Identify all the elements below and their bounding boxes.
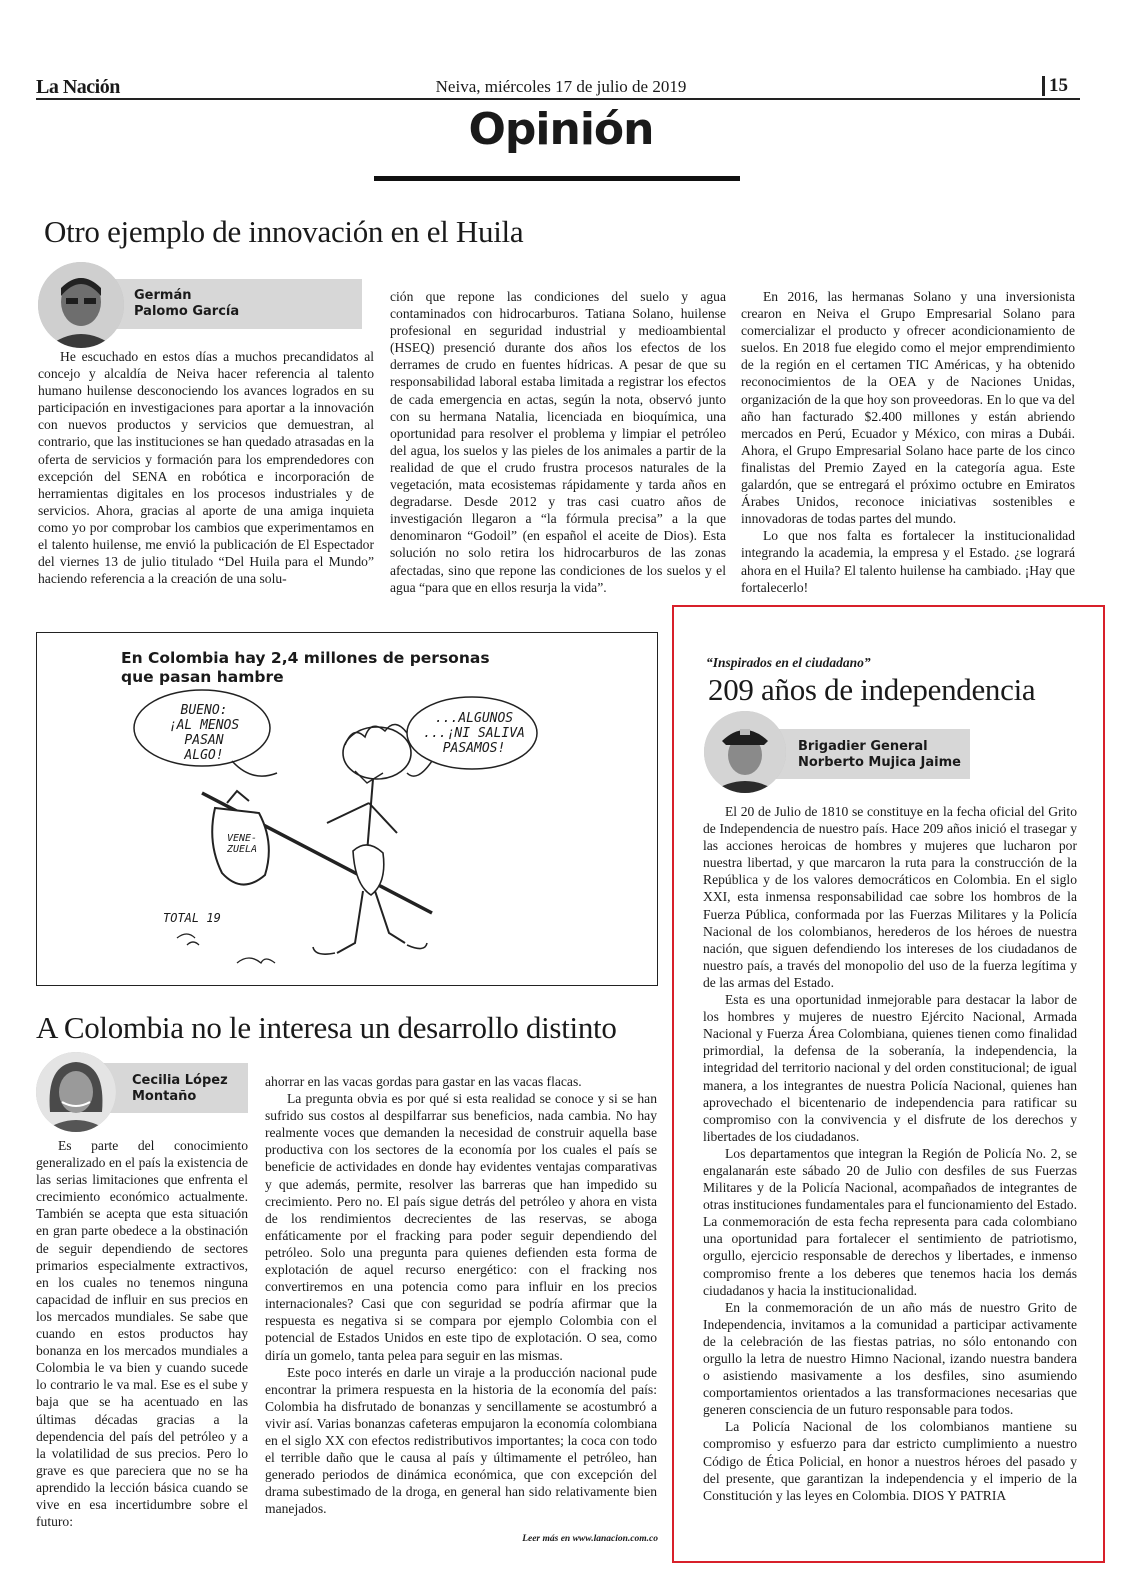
article1-author-box	[96, 279, 362, 329]
article1-column-3	[741, 288, 1075, 596]
cartoon-bubble-right	[419, 711, 529, 756]
bubble-left-line-3: ALGO!	[184, 748, 224, 763]
article2-read-more[interactable]: Leer más en www.lanacion.com.co	[522, 1534, 658, 1544]
cartoon-bag-label: VENE-ZUELA	[226, 833, 258, 855]
article1-author-first: Germán	[134, 288, 192, 303]
article2-column-1	[36, 1137, 248, 1530]
article3-p4: En la conmemoración de un año más de nuestro Grito de Independencia, invitamos a la comunidad a participar activamente de la celebración de las fiestas patrias, no sólo entonando con orgullo la letra de nuestro Himno Nacional, izando nuestra bandera o asistiendo masivamente a los desfiles, sino asumiendo comportamientos orientados a las transformaciones necesarias que generen consciencia de un futuro responsable para todos.	[703, 1299, 1077, 1418]
article3-body	[703, 803, 1077, 1504]
cartoon	[36, 632, 658, 986]
article1-col2-text: ción que repone las condiciones del suelo y agua contaminados con hidrocarburos. Tatiana Solano, huilense profesional en seguridad industrial y medioambiental (HSEQ) presenció durante dos años los efectos de los derrames de crudo en fuentes hídricas. A pesar de que su responsabilidad laboral estaba limitada a registrar los efectos de cada emergencia en actas, según la nota, observó junto con su hermana Natalia, licenciada en bioquímica, una oportunidad para resolver el problema y limpiar el petróleo del agua, los suelos y las pieles de los animales a partir de la realidad de que el crudo frustra procesos naturales de la vegetación, mata ecosistemas rápidamente y tarda años en degradarse. Desde 2012 y tras casi cuatro años de investigación llegaron a “la fórmula precisa” a la que denominaron “Godoil” (en español el aceite de Dios). Esta solución no solo retira los hidrocarburos de las zonas afectadas, sino que repone las condiciones de los suelos y el agua “para que en ellos resurja la vida”.	[390, 289, 726, 595]
article1-headline: Otro ejemplo de innovación en el Huila	[44, 214, 524, 249]
article2-author-last: Montaño	[132, 1089, 197, 1104]
cartoon-signature: TOTAL 19	[163, 911, 221, 925]
bubble-right-line-1: ...ALGUNOS	[434, 711, 514, 726]
article2-column-2	[265, 1073, 657, 1517]
cartoon-caption-line-2: que pasan hambre	[121, 668, 284, 686]
article3-headline: 209 años de independencia	[708, 672, 1036, 707]
article3-author-name: Norberto Mujica Jaime	[798, 755, 961, 770]
article3-author-box	[762, 729, 970, 779]
article3-p1: El 20 de Julio de 1810 se constituye en la fecha oficial del Grito de Independencia de nuestro país. Hace 209 años inició el trasegar y las acciones heroicas de hombres y mujeres que lucharon por nuestra libertad, y que marcaron la ruta para la construcción de la República y de los valores democráticos en Colombia. En el siglo XXI, esta inmensa responsabilidad cae sobre los hombros de la Fuerza Pública, conformada por las Fuerzas Militares y la Policía Nacional de los colombianos, herederos de los héroes de nuestra nación, que siguen defendiendo los intereses de los ciudadanos de nuestro país, a través del monopolio del uso de la fuerza legítima y de las armas del Estado.	[703, 804, 1077, 990]
article2-col2-p3: Este poco interés en darle un viraje a la producción nacional pude encontrar la primera respuesta en la historia de la economía del país: Colombia ha disfrutado de bonanzas y sencillamente se acostumbró a vivir así. Varias bonanzas cafeteras empujaron la economía colombiana en el siglo XX con efectos redistributivos importantes; la coca con todo el terrible daño que le causa al país y últimamente el petróleo, han generado periodos de dinámica económica, que con excepción del drama subestimado de la droga, en general han sido relativamente bien manejados.	[265, 1364, 657, 1517]
article2-author-photo	[36, 1052, 116, 1132]
bubble-left-line-1: BUENO:	[180, 703, 228, 718]
bubble-left-line-2: ¡AL MENOS PASAN	[168, 718, 240, 748]
article1-col3-p2: Lo que nos falta es fortalecer la institucionalidad integrando la academia, la empresa y el Estado. ¿se logrará ahora en el Huila? El talento huilense ha cambiado. ¡Hay que fortalecerlo!	[741, 528, 1075, 595]
article1-col3-p1: En 2016, las hermanas Solano y una inversionista crearon en Neiva el Grupo Empresarial Solano para comercializar el producto y ofrecer acondicionamiento de suelos. En 2018 fue elegido como el mejor emprendimiento de la región en el certamen TIC Américas, y ha obtenido reconocimientos de la OEA y de Naciones Unidas, organización de la que hoy son proveedoras. En lo que va del año han facturado $2.400 millones y están abriendo mercados en Perú, Ecuador y México, con miras a Dubái. Ahora, el Grupo Empresarial Solano hace parte de los cinco finalistas del Premio Zayed en la categoría agua. Este galardón, que se entregará el próximo octubre en Emiratos Árabes Unidos, reconoce iniciativas sostenibles e innovadoras de todas partes del mundo.	[741, 289, 1075, 527]
article2-col2-p1: ahorrar en las vacas gordas para gastar en las vacas flacas.	[265, 1074, 582, 1089]
article2-col2-p2: La pregunta obvia es por qué si esta realidad se conoce y si se han sufrido sus costos al despilfarrar sus beneficios, nada cambia. No hay realmente voces que demanden la necesidad de construir aquella base productiva con los sectores de la economía por los cuales el país se beneficie de actividades en donde hay evidentes ventajas comparativas y que además, permite, resolver las barreras que han impedido su crecimiento. Pero no. El país sigue detrás del petróleo y ahora en vista de los rendimientos decrecientes de las reservas, se aboga enfáticamente por el fracking para poder seguir dependiendo del petróleo. Solo una pregunta para quienes defienden esta forma de explotación de aquel recurso energético: con el fracking nos convertiremos en una potencia como para influir en los precios internacionales? Casi que con seguridad se podría afirmar que la respuesta es negativa si se compara por ejemplo Colombia con el potencial de Estados Unidos en este tipo de explotación. O sea, como diría un gomelo, tanta pelea para seguir en las mismas.	[265, 1091, 657, 1363]
dateline: Neiva, miércoles 17 de julio de 2019	[435, 77, 687, 96]
article1-author-photo	[38, 262, 124, 348]
article3-p3: Los departamentos que integran la Región de Policía No. 2, se engalanarán este sábado 20 de Julio con desfiles de sus Fuerzas Militares y de la Policía Nacional, acompañados de integrantes de otras instituciones fundamentales para el funcionamiento del Estado. La conmemoración de esta fecha representa para cada colombiano una oportunidad para fortalecer el sentimiento de patriotismo, orgullo, ejercicio responsable de derechos y libertades, e inmenso compromiso frente a los deberes que tenemos hacia los demás ciudadanos y hacia la institucionalidad.	[703, 1145, 1077, 1298]
cartoon-drawing	[37, 633, 657, 985]
masthead-logo: La Nación	[36, 76, 120, 98]
article1-column-2	[390, 288, 726, 596]
article3-author-rank: Brigadier General	[798, 739, 928, 754]
section-title: Opinión	[468, 104, 654, 155]
article1-column-1	[38, 348, 374, 587]
page-number: 15	[1042, 76, 1068, 96]
article1-col1-text: He escuchado en estos días a muchos precandidatos al concejo y alcaldía de Neiva hacer referencia al talento humano huilense desconociendo los avances logrados en su participación en investigaciones para aportar a la innovación con nuevos productos y servicios que demuestran, al contrario, que las instituciones se han quedado atrasadas en la oferta de servicios y formación para los emprendedores con excepción del SENA en robótica e incorporación de herramientas digitales en los procesos industriales y de servicios. Ahora, gracias al aporte de una amiga inquieta como yo por comprobar los cambios que experimentamos en el talento huilense, me envió la publicación de El Espectador del viernes 13 de julio titulado “Del Huila para el Mundo” haciendo referencia a la creación de una solu-	[38, 349, 374, 587]
article3-p5: La Policía Nacional de los colombianos mantiene su compromiso y esfuerzo para dar estricto cumplimiento a nuestro Código de Ética Policial, en honor a nuestros héroes del pasado y del presente, que garantizan la independencia y el imperio de la Constitución y las leyes en Colombia. DIOS Y PATRIA	[703, 1419, 1077, 1503]
article2-author-first: Cecilia López	[132, 1073, 228, 1088]
bubble-right-line-3: PASAMOS!	[442, 741, 506, 756]
bubble-right-line-2: ...¡NI SALIVA	[423, 726, 525, 741]
cartoon-bubble-left	[149, 703, 259, 763]
article2-col1-text: Es parte del conocimiento generalizado en el país la existencia de las serias limitaciones que enfrenta el crecimiento económico actualmente. También se acepta que esta situación en gran parte obedece a la obstinación de seguir dependiendo de sectores primarios especialmente extractivos, en los cuales no tenemos ninguna capacidad de influir en sus precios en los mercados mundiales. Se sabe que cuando en estos productos hay bonanza en los mercados mundiales a Colombia le va bien y cuando sucede lo contrario le va mal. Ese es el sube y baja que se ha acentuado en las últimas décadas gracias a la dependencia del país del petróleo y a la volatilidad de sus precios. Pero lo grave es que pareciera que no se ha aprendido la lección básica cuando se vive en esa incertidumbre sobre el futuro:	[36, 1138, 248, 1530]
article2-headline: A Colombia no le interesa un desarrollo distinto	[36, 1010, 617, 1045]
article3-author-photo	[704, 711, 786, 793]
article2-author-box	[96, 1063, 248, 1113]
article3-p2: Esta es una oportunidad inmejorable para destacar la labor de los hombres y mujeres de nuestro Ejército Nacional, Armada Nacional y Fuerza Área Colombiana, quienes tienen como finalidad primordial, la defensa de la soberanía, la independencia, la integridad del territorio nacional y del orden constitucional; de igual manera, a los integrantes de nuestra Policía Nacional, quienes han aprovechado el bicentenario de independencia para ratificar su compromiso con la convivencia y el disfrute de los derechos y libertades de los ciudadanos.	[703, 992, 1077, 1144]
article1-author-last: Palomo García	[134, 304, 240, 319]
masthead-rule	[36, 98, 1080, 100]
section-rule	[374, 176, 740, 181]
article3-kicker: “Inspirados en el ciudadano”	[706, 655, 871, 670]
cartoon-caption-line-1: En Colombia hay 2,4 millones de personas	[121, 649, 490, 667]
